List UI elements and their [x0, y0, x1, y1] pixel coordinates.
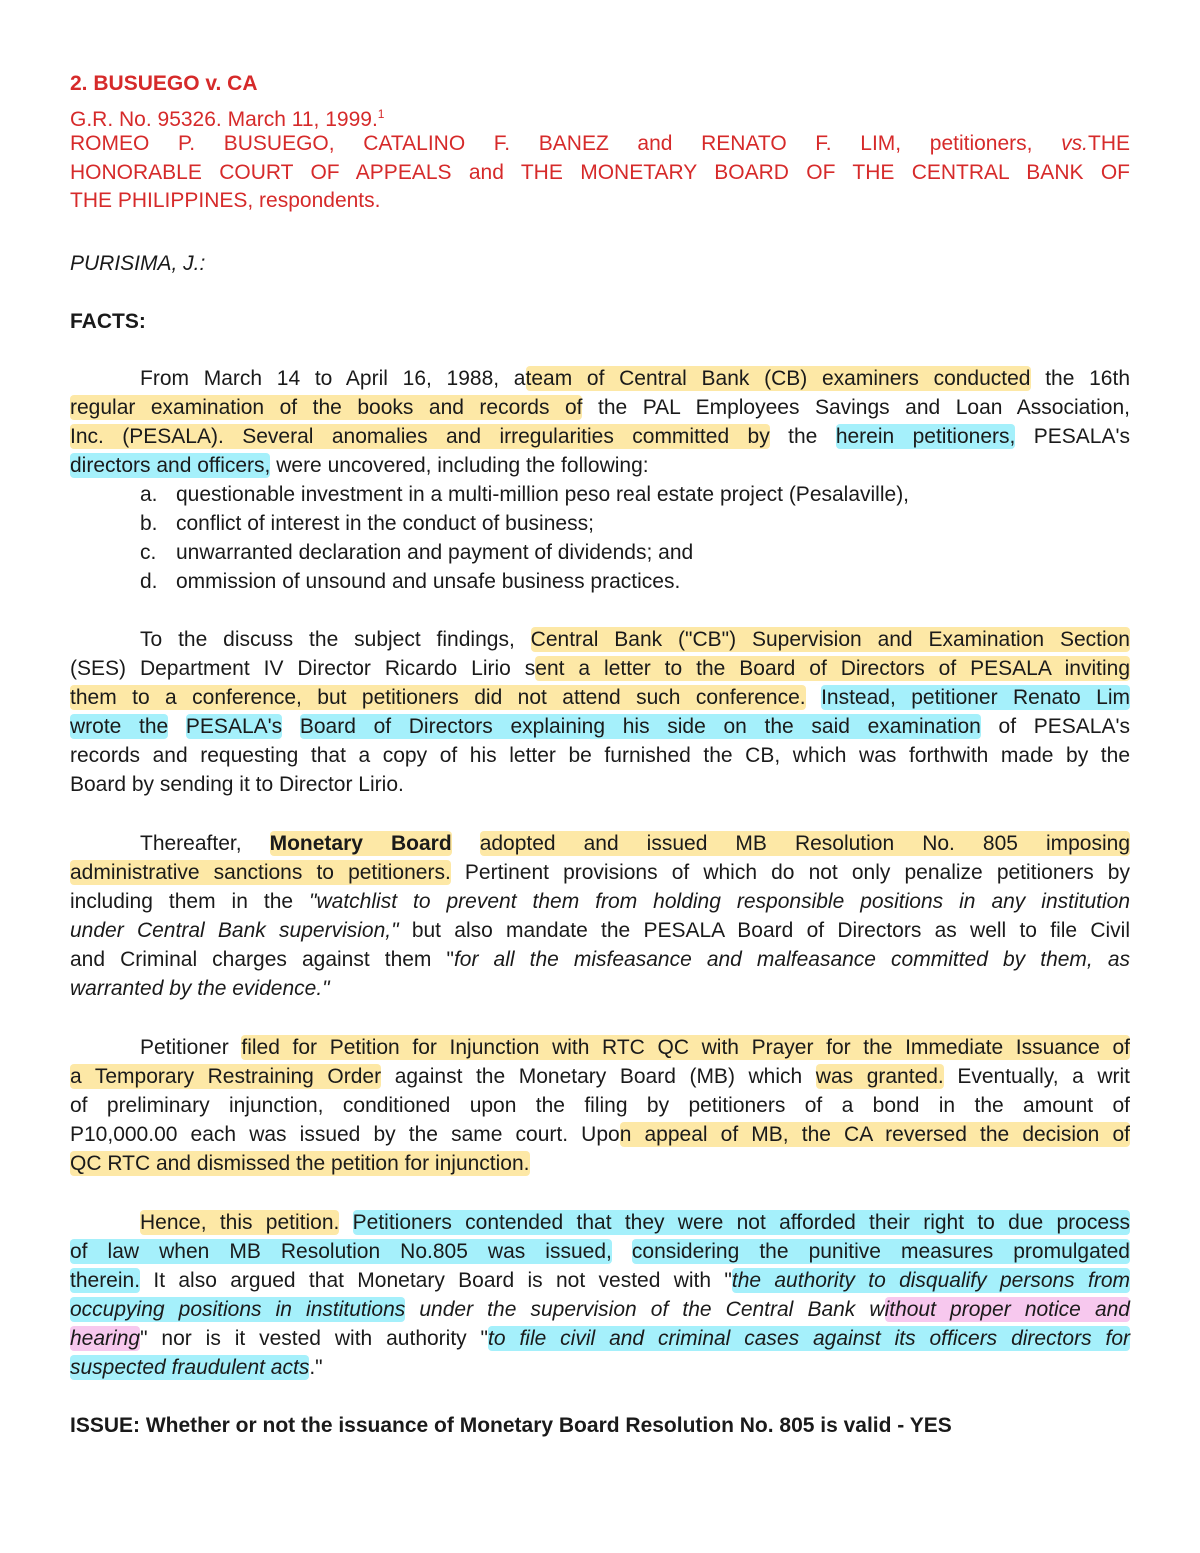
highlight: Board of Directors explaining his side on the said examination	[299, 715, 981, 738]
highlight: Petitioners contended that they were not afforded their right to due process	[352, 1211, 1130, 1234]
p2-line-5: records and requesting that a copy of his letter be furnished the CB, which was forthwith made by the	[70, 744, 1130, 767]
p5-line-6: suspected fraudulent acts."	[70, 1356, 323, 1379]
case-title	[70, 70, 258, 98]
highlight: was granted.	[815, 1065, 944, 1088]
parties-line-3: THE PHILIPPINES, respondents.	[70, 189, 381, 212]
highlight: hearing	[70, 1327, 141, 1350]
highlight: considering the punitive measures promulgated	[631, 1240, 1130, 1263]
highlight: occupying positions in institutions	[70, 1298, 406, 1321]
gr-line: G.R. No. 95326. March 11, 1999.$^1$	[70, 107, 385, 131]
highlight: herein petitioners,	[835, 425, 1016, 448]
case-name: BUSUEGO v. CA	[93, 72, 258, 95]
highlight: suspected fraudulent acts	[70, 1356, 310, 1379]
highlight: the authority to disqualify persons from	[731, 1269, 1130, 1292]
p1-line-4: directors and officers, were uncovered, including the following:	[70, 454, 649, 477]
list-item: a. questionable investment in a multi-million peso real estate project (Pesalaville),	[140, 483, 910, 506]
ponente: PURISIMA, J.:	[70, 252, 206, 275]
highlight: regular examination of the books and records of	[70, 396, 583, 419]
p1-line-1: From March 14 to April 16, 1988, ateam of Central Bank (CB) examiners conducted the 16th	[140, 367, 1130, 390]
p2-line-4: wrote the PESALA's Board of Directors explaining his side on the said examination of PESALA's	[70, 715, 1130, 738]
highlight: of law when MB Resolution No.805 was issued,	[70, 1240, 612, 1263]
parties-line-2: HONORABLE COURT OF APPEALS and THE MONETARY BOARD OF THE CENTRAL BANK OF	[70, 161, 1130, 184]
p3-line-3: including them in the "watchlist to prevent them from holding responsible positions in any institution	[70, 890, 1130, 913]
p5-line-1	[70, 1208, 1130, 1237]
highlight: them to a conference, but petitioners did not attend such conference.	[70, 686, 806, 709]
p3-line-2: administrative sanctions to petitioners. Pertinent provisions of which do not only penalize petitioners by	[70, 861, 1130, 884]
p2-line-6: Board by sending it to Director Lirio.	[70, 773, 404, 796]
highlight: QC RTC and dismissed the petition for injunction.	[70, 1152, 530, 1175]
highlight: administrative sanctions to petitioners.	[70, 861, 451, 884]
highlight: a Temporary Restraining Order	[70, 1065, 382, 1088]
highlight: filed for Petition for Injunction with RTC QC with Prayer for the Immediate Issuance of	[241, 1036, 1130, 1059]
highlight: PESALA's	[185, 715, 283, 738]
p3-line-1: Thereafter, Monetary Board adopted and issued MB Resolution No. 805 imposing	[140, 832, 1130, 855]
highlight: ent a letter to the Board of Directors of PESALA inviting	[535, 657, 1130, 680]
p2-line-2: (SES) Department IV Director Ricardo Lirio sent a letter to the Board of Directors of PESALA inviting	[70, 657, 1130, 680]
highlight: therein.	[70, 1269, 141, 1292]
list-item: d. ommission of unsound and unsafe business practices.	[140, 570, 681, 593]
highlight: adopted and issued MB Resolution No. 805 imposing	[479, 832, 1130, 855]
highlight: Instead, petitioner Renato Lim	[821, 686, 1130, 709]
p3-line-6: warranted by the evidence."	[70, 977, 330, 1000]
p3-line-5: and Criminal charges against them "for all the misfeasance and malfeasance committed by them, as	[70, 948, 1130, 971]
list-item: c. unwarranted declaration and payment of dividends; and	[140, 541, 694, 564]
p5-line-3: therein. It also argued that Monetary Board is not vested with "the authority to disqualify persons from	[70, 1269, 1130, 1292]
highlight: wrote the	[70, 715, 169, 738]
p4-line-5	[70, 1149, 1130, 1178]
p5-line-4: occupying positions in institutions under the supervision of the Central Bank without proper notice and	[70, 1298, 1130, 1321]
case-number: 2.	[70, 72, 88, 95]
highlight: n appeal of MB, the CA reversed the decision of	[619, 1123, 1130, 1146]
highlight: to file civil and criminal cases against its officers directors for	[488, 1327, 1131, 1350]
highlight: Monetary Board	[269, 832, 452, 855]
facts-heading: FACTS:	[70, 310, 146, 333]
highlight: Hence, this petition.	[140, 1211, 340, 1234]
p5-line-5: hearing" nor is it vested with authority "to file civil and criminal cases against its officers directors for	[70, 1327, 1131, 1350]
p4-line-4: P10,000.00 each was issued by the same court. Upon appeal of MB, the CA reversed the decision of	[70, 1123, 1130, 1146]
footnote-marker: 1	[377, 107, 385, 121]
p2-line-1: To the discuss the subject findings, Central Bank ("CB") Supervision and Examination Section	[140, 628, 1130, 651]
issue-heading: ISSUE: Whether or not the issuance of Monetary Board Resolution No. 805 is valid - YES	[70, 1414, 952, 1437]
highlight: directors and officers,	[70, 454, 271, 477]
p3-line-4: under Central Bank supervision," but also mandate the PESALA Board of Directors as well to file Civil	[70, 919, 1130, 942]
highlight: team of Central Bank (CB) examiners conducted	[525, 367, 1031, 390]
parties-line-1: ROMEO P. BUSUEGO, CATALINO F. BANEZ and RENATO F. LIM, petitioners, vs.THE	[70, 132, 1130, 155]
p4-line-1: Petitioner filed for Petition for Injunction with RTC QC with Prayer for the Immediate Issuance of	[140, 1036, 1130, 1059]
p4-line-3: of preliminary injunction, conditioned upon the filing by petitioners of a bond in the amount of	[70, 1094, 1130, 1117]
p1-line-2: regular examination of the books and records of the PAL Employees Savings and Loan Association,	[70, 396, 1131, 419]
list-item: b. conflict of interest in the conduct of business;	[140, 512, 594, 535]
highlight: Central Bank ("CB") Supervision and Examination Section	[530, 628, 1130, 651]
p4-line-2: a Temporary Restraining Order against the Monetary Board (MB) which was granted. Eventually, a writ	[70, 1065, 1130, 1088]
versus: vs.	[1061, 132, 1088, 155]
p5-line-2	[70, 1237, 1130, 1266]
highlight: ithout proper notice and	[884, 1298, 1130, 1321]
highlight: Inc. (PESALA). Several anomalies and irregularities committed by	[70, 425, 770, 448]
p1-line-3: Inc. (PESALA). Several anomalies and irregularities committed by the herein petitioners, PESALA's	[70, 425, 1131, 448]
p2-line-3	[70, 683, 1130, 712]
